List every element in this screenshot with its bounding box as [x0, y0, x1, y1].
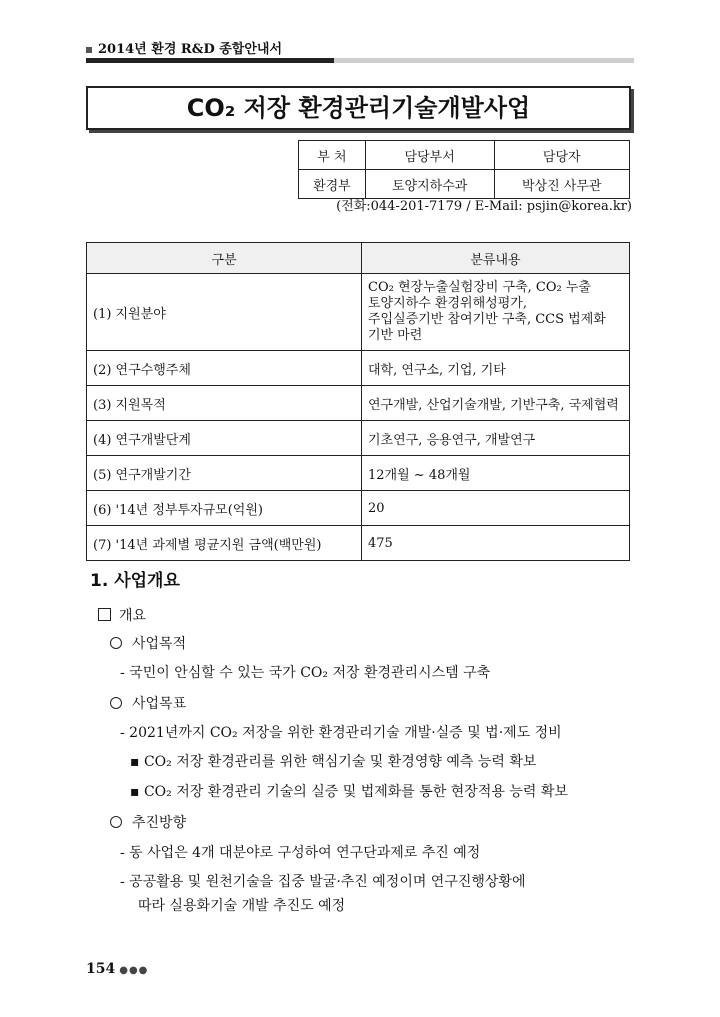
contact-person: 박상진 사무관 [494, 170, 630, 199]
classification-table [86, 242, 630, 561]
table-row-value: 20 [362, 491, 630, 526]
page-footer [86, 961, 148, 977]
support-field-line: 기반 마련 [368, 328, 423, 343]
contact-header-ministry: 부 처 [299, 141, 366, 170]
outline-purpose-head-text: 사업목적 [132, 636, 187, 652]
running-header [86, 38, 282, 57]
page-number: 154 [86, 961, 116, 977]
outline-goal-item: - 2021년까지 CO₂ 저장을 위한 환경관리기술 개발·실증 및 법·제도 정비 [120, 725, 562, 741]
outline-overview [98, 605, 146, 625]
circle-bullet-icon [110, 697, 122, 709]
header-bullet-icon [86, 47, 92, 53]
outline-goal-sub1: ▪ CO₂ 저장 환경관리를 위한 핵심기술 및 환경영향 예측 능력 확보 [130, 754, 537, 770]
table-row-value: 475 [362, 526, 630, 561]
table-row-value [362, 274, 630, 351]
contact-ministry: 환경부 [299, 170, 366, 199]
outline-overview-text: 개요 [119, 608, 147, 624]
support-field-line: CO₂ 현장누출실험장비 구축, CO₂ 누출 [368, 280, 591, 295]
outline-goal-head-text: 사업목표 [132, 696, 187, 712]
header-text: 2014년 환경 R&D 종합안내서 [98, 42, 283, 57]
outline-plan-head [110, 812, 186, 832]
header-rule-light [334, 58, 634, 63]
table-row-label: (7) '14년 과제별 평균지원 금액(백만원) [87, 526, 362, 561]
circle-bullet-icon [110, 637, 122, 649]
table-row-value: 연구개발, 산업기술개발, 기반구축, 국제협력 [362, 386, 630, 421]
support-field-line: 토양지하수 환경위해성평가, [368, 296, 527, 311]
classification-header-category: 구분 [87, 243, 362, 274]
table-row-value: 대학, 연구소, 기업, 기타 [362, 351, 630, 386]
table-row-label: (3) 지원목적 [87, 386, 362, 421]
square-bullet-icon [98, 608, 111, 621]
contact-header-dept: 담당부서 [365, 141, 494, 170]
section-title: 1. 사업개요 [90, 571, 180, 591]
table-row-label: (5) 연구개발기간 [87, 456, 362, 491]
classification-header-content: 분류내용 [362, 243, 630, 274]
contact-table [298, 140, 630, 199]
outline-goal-head [110, 693, 186, 713]
contact-phone-email: (전화:044-201-7179 / E-Mail: psjin@korea.kr) [336, 199, 632, 214]
footer-dots-icon: ●●● [119, 965, 149, 976]
support-field-line: 주입실증기반 참여기반 구축, CCS 법제화 [368, 312, 606, 327]
table-row-label: (1) 지원분야 [87, 274, 362, 351]
table-row-label: (4) 연구개발단계 [87, 421, 362, 456]
table-row-value: 기초연구, 응용연구, 개발연구 [362, 421, 630, 456]
outline-goal-sub2: ▪ CO₂ 저장 환경관리 기술의 실증 및 법제화를 통한 현장적용 능력 확보 [130, 784, 568, 800]
table-row-label: (6) '14년 정부투자규모(억원) [87, 491, 362, 526]
table-row-value: 12개월 ~ 48개월 [362, 456, 630, 491]
page-title-box [86, 86, 631, 130]
page-title: CO₂ 저장 환경관리기술개발사업 [186, 94, 531, 122]
outline-plan-item2b: 따라 실용화기술 개발 추진도 예정 [138, 898, 346, 914]
outline-purpose-item: - 국민이 안심할 수 있는 국가 CO₂ 저장 환경관리시스템 구축 [120, 665, 491, 681]
outline-plan-head-text: 추진방향 [132, 815, 187, 831]
outline-plan-item1: - 동 사업은 4개 대분야로 구성하여 연구단과제로 추진 예정 [120, 845, 481, 861]
outline-plan-item2a: - 공공활용 및 원천기술을 집중 발굴·추진 예정이며 연구진행상황에 [120, 874, 526, 890]
contact-dept: 토양지하수과 [365, 170, 494, 199]
circle-bullet-icon [110, 816, 122, 828]
table-row-label: (2) 연구수행주체 [87, 351, 362, 386]
outline-purpose-head [110, 633, 186, 653]
contact-header-person: 담당자 [494, 141, 630, 170]
header-rule [86, 58, 634, 63]
